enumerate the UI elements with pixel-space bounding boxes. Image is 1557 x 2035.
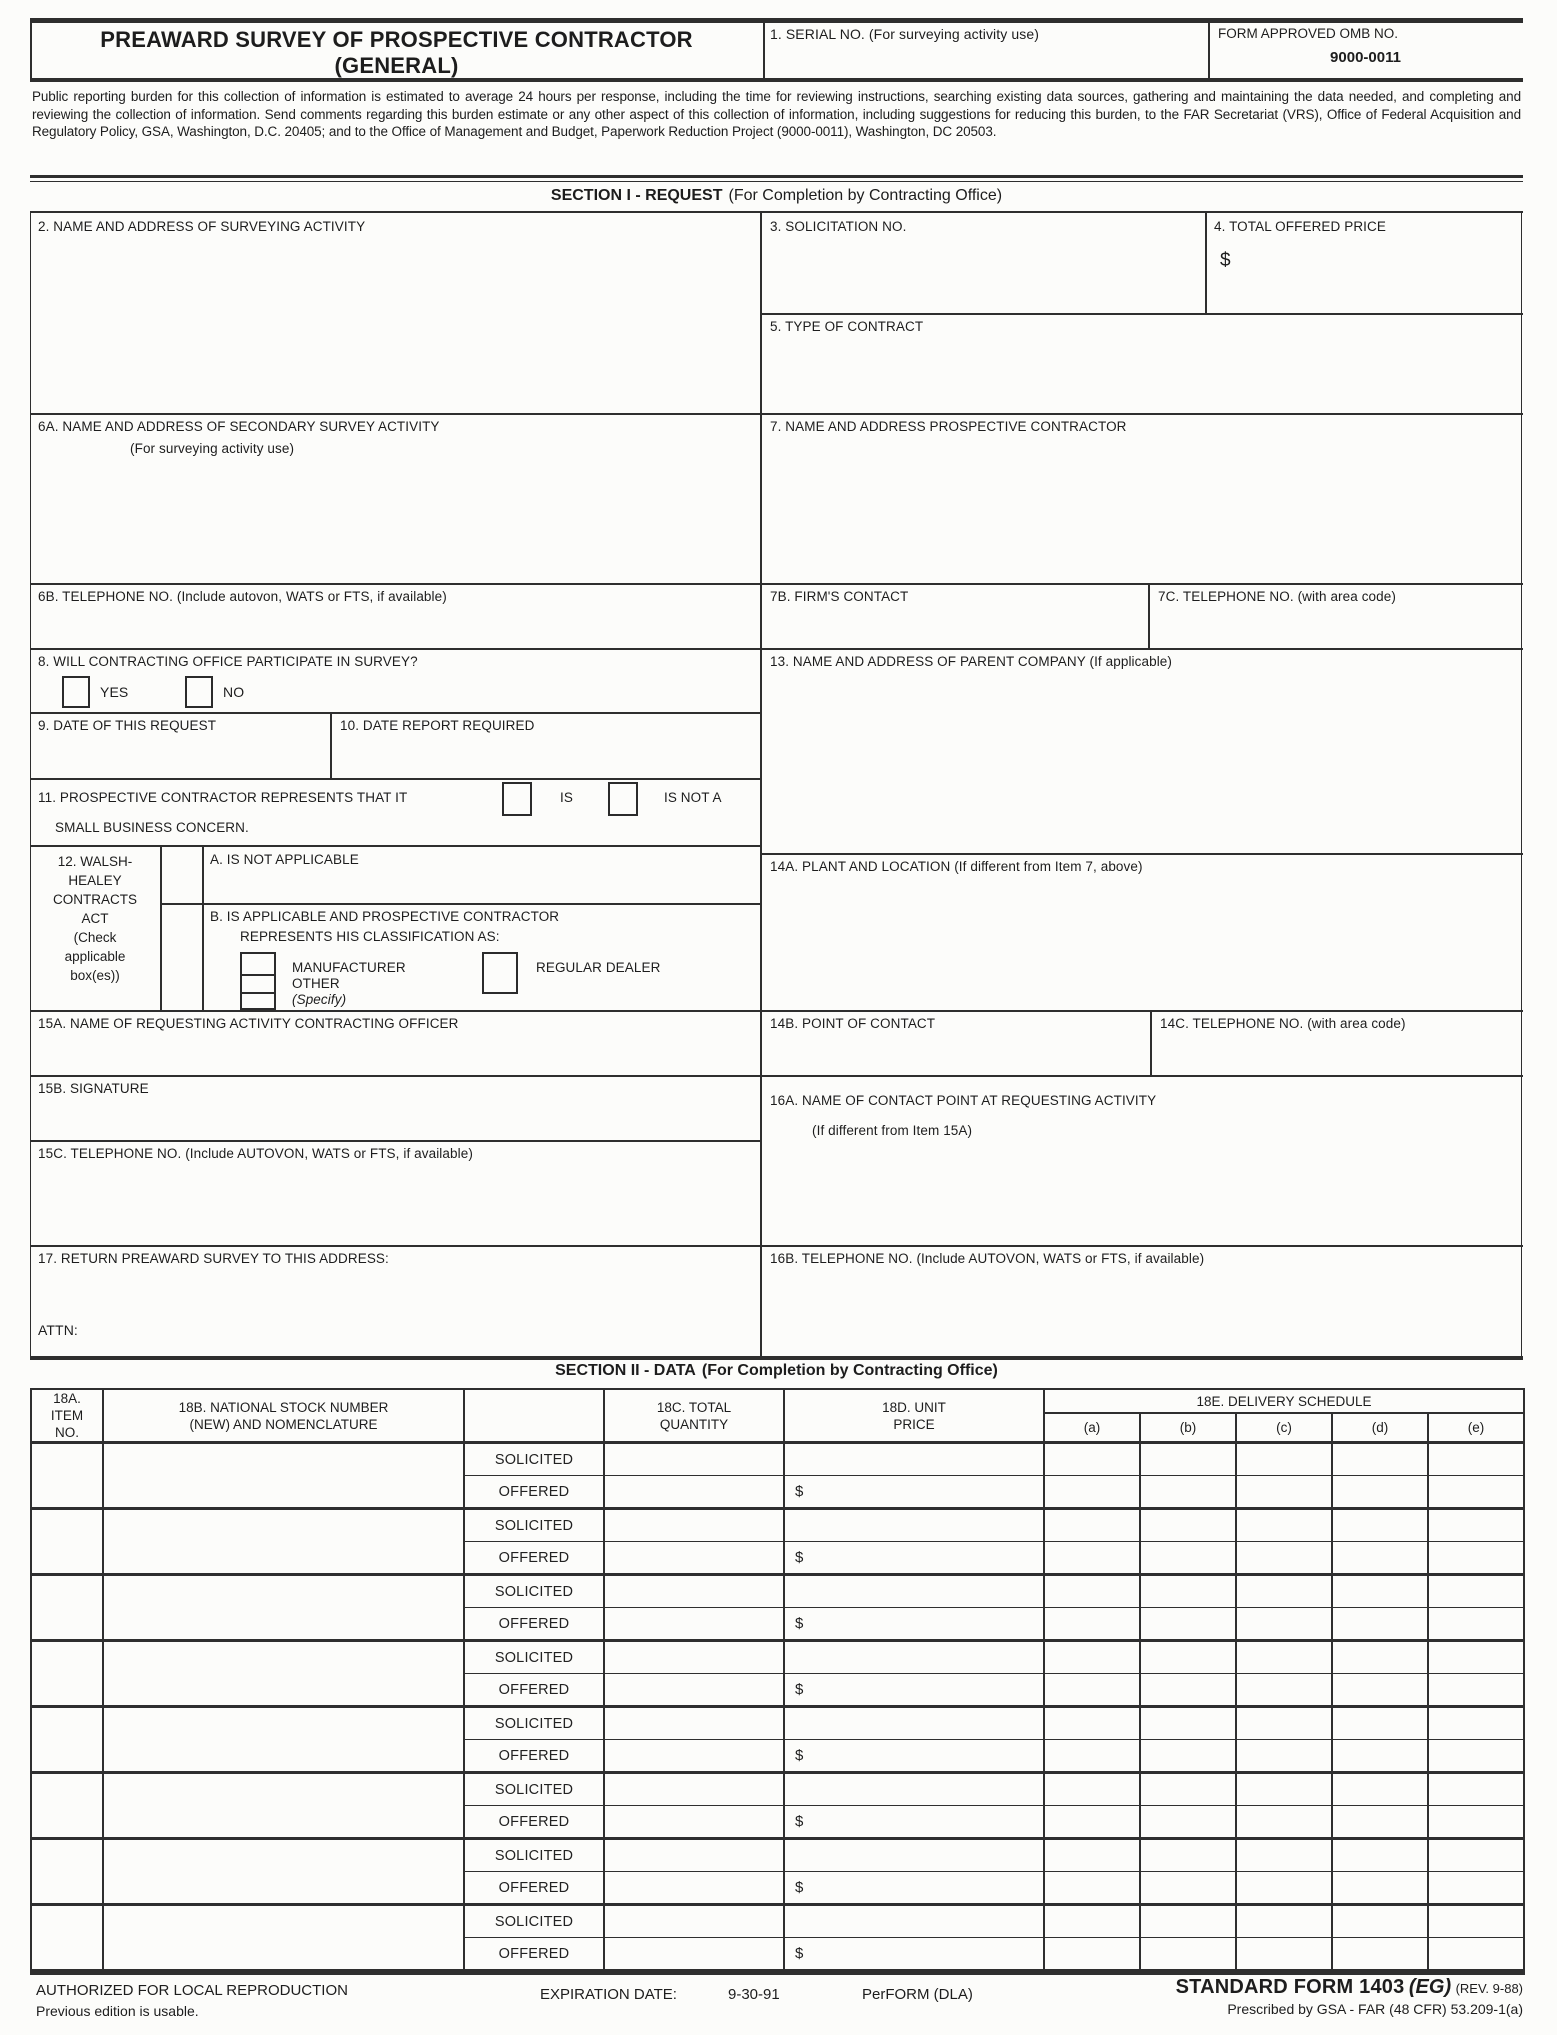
subcol-e-header: (e) bbox=[1428, 1413, 1524, 1442]
no-label: NO bbox=[223, 684, 245, 700]
delivery-schedule-cell[interactable] bbox=[1332, 1443, 1428, 1476]
rule-line bbox=[763, 18, 765, 78]
rule-line bbox=[1521, 211, 1522, 1356]
delivery-schedule-cell[interactable] bbox=[1428, 1674, 1524, 1707]
delivery-schedule-cell[interactable] bbox=[1140, 1839, 1236, 1872]
rule-line bbox=[1150, 1010, 1152, 1075]
rule-line bbox=[30, 211, 31, 1356]
delivery-schedule-cell[interactable] bbox=[1236, 1707, 1332, 1740]
delivery-schedule-cell[interactable] bbox=[1332, 1575, 1428, 1608]
delivery-schedule-cell[interactable] bbox=[1428, 1476, 1524, 1509]
rule-line bbox=[1205, 211, 1207, 313]
delivery-schedule-cell[interactable] bbox=[1236, 1872, 1332, 1905]
delivery-schedule-cell[interactable] bbox=[1428, 1938, 1524, 1973]
field-4-input[interactable] bbox=[1240, 250, 1500, 300]
delivery-schedule-cell[interactable] bbox=[1428, 1740, 1524, 1773]
quantity-cell[interactable] bbox=[604, 1608, 784, 1641]
field-17-input[interactable] bbox=[38, 1277, 738, 1317]
delivery-schedule-cell[interactable] bbox=[1044, 1806, 1140, 1839]
rule-line bbox=[30, 583, 1523, 585]
solicited-label: SOLICITED bbox=[464, 1575, 604, 1608]
delivery-schedule-cell[interactable] bbox=[1140, 1674, 1236, 1707]
quantity-cell[interactable] bbox=[604, 1509, 784, 1542]
delivery-schedule-cell[interactable] bbox=[1044, 1443, 1140, 1476]
quantity-cell[interactable] bbox=[604, 1707, 784, 1740]
item-no-cell[interactable] bbox=[31, 1839, 103, 1905]
delivery-schedule-cell[interactable] bbox=[1428, 1575, 1524, 1608]
delivery-schedule-cell[interactable] bbox=[1044, 1938, 1140, 1973]
form-title bbox=[30, 27, 763, 79]
delivery-schedule-cell[interactable] bbox=[1236, 1575, 1332, 1608]
delivery-schedule-cell[interactable] bbox=[1236, 1476, 1332, 1509]
delivery-schedule-cell[interactable] bbox=[1332, 1608, 1428, 1641]
dollar-sign: $ bbox=[795, 1680, 804, 1698]
other-label: OTHER bbox=[292, 976, 340, 991]
delivery-schedule-cell[interactable] bbox=[1236, 1542, 1332, 1575]
delivery-schedule-cell[interactable] bbox=[1140, 1773, 1236, 1806]
field-12b-label-line1: B. IS APPLICABLE AND PROSPECTIVE CONTRACTOR bbox=[210, 909, 560, 924]
delivery-schedule-cell[interactable] bbox=[1428, 1872, 1524, 1905]
delivery-schedule-cell[interactable] bbox=[1044, 1707, 1140, 1740]
field-5-label: 5. TYPE OF CONTRACT bbox=[770, 319, 924, 334]
field-2-input[interactable] bbox=[38, 245, 738, 405]
sf-eg-label: (EG) bbox=[1408, 1976, 1452, 1998]
offered-label: OFFERED bbox=[464, 1542, 604, 1575]
delivery-schedule-cell[interactable] bbox=[1236, 1905, 1332, 1938]
omb-box bbox=[1208, 26, 1523, 66]
field-4-label: 4. TOTAL OFFERED PRICE bbox=[1214, 219, 1386, 234]
serial-no-field[interactable] bbox=[770, 46, 1200, 74]
field-12a-label: A. IS NOT APPLICABLE bbox=[210, 852, 359, 867]
field-10-label: 10. DATE REPORT REQUIRED bbox=[340, 718, 535, 733]
dollar-sign: $ bbox=[795, 1746, 804, 1764]
unit-price-cell[interactable] bbox=[784, 1740, 1044, 1773]
subcol-a-header: (a) bbox=[1044, 1413, 1140, 1442]
field-9-label: 9. DATE OF THIS REQUEST bbox=[38, 718, 217, 733]
dollar-sign: $ bbox=[795, 1548, 804, 1566]
stock-number-cell[interactable] bbox=[103, 1443, 464, 1509]
rule-line bbox=[30, 845, 762, 847]
delivery-schedule-cell[interactable] bbox=[1236, 1443, 1332, 1476]
quantity-cell[interactable] bbox=[604, 1806, 784, 1839]
item-no-cell[interactable] bbox=[31, 1905, 103, 1973]
attn-label: ATTN: bbox=[38, 1322, 78, 1338]
field-15c-input[interactable] bbox=[38, 1172, 738, 1232]
stock-number-cell[interactable] bbox=[103, 1509, 464, 1575]
delivery-schedule-cell[interactable] bbox=[1044, 1509, 1140, 1542]
footer-expiration-label: EXPIRATION DATE: bbox=[540, 1986, 677, 2003]
field-6a-label: 6A. NAME AND ADDRESS OF SECONDARY SURVEY ACTIVITY bbox=[38, 419, 440, 434]
field-4-dollar-sign: $ bbox=[1220, 250, 1231, 271]
section1-header bbox=[30, 187, 1523, 205]
delivery-schedule-cell[interactable] bbox=[1044, 1542, 1140, 1575]
field-14c-label: 14C. TELEPHONE NO. (with area code) bbox=[1160, 1016, 1406, 1031]
yes-label: YES bbox=[100, 684, 129, 700]
omb-number: 9000-0011 bbox=[1330, 49, 1401, 66]
is-not-checkbox[interactable] bbox=[608, 782, 638, 816]
item-no-cell[interactable] bbox=[31, 1707, 103, 1773]
field-15a-label: 15A. NAME OF REQUESTING ACTIVITY CONTRACTING OFFICER bbox=[38, 1016, 459, 1031]
rule-line bbox=[30, 175, 1523, 178]
walsh-a-checkbox-cell[interactable] bbox=[162, 847, 200, 901]
delivery-schedule-cell[interactable] bbox=[1140, 1575, 1236, 1608]
quantity-cell[interactable] bbox=[604, 1575, 784, 1608]
delivery-schedule-cell[interactable] bbox=[1332, 1476, 1428, 1509]
quantity-cell[interactable] bbox=[604, 1443, 784, 1476]
unit-price-cell[interactable] bbox=[784, 1773, 1044, 1806]
field-15b-input[interactable] bbox=[38, 1104, 738, 1134]
delivery-schedule-cell[interactable] bbox=[1428, 1905, 1524, 1938]
section1-header-rest: (For Completion by Contracting Office) bbox=[728, 187, 1003, 204]
unit-price-cell[interactable] bbox=[784, 1806, 1044, 1839]
unit-price-cell[interactable] bbox=[784, 1542, 1044, 1575]
quantity-cell[interactable] bbox=[604, 1773, 784, 1806]
field-6a-input[interactable] bbox=[38, 465, 738, 575]
delivery-schedule-cell[interactable] bbox=[1044, 1575, 1140, 1608]
sf-1403-label: STANDARD FORM 1403 bbox=[1175, 1976, 1405, 1998]
manufacturer-label: MANUFACTURER bbox=[292, 960, 406, 975]
stock-number-cell[interactable] bbox=[103, 1839, 464, 1905]
delivery-schedule-cell[interactable] bbox=[1332, 1674, 1428, 1707]
dollar-sign: $ bbox=[795, 1878, 804, 1896]
other-checkbox[interactable] bbox=[240, 974, 276, 1010]
subcol-d-header: (d) bbox=[1332, 1413, 1428, 1442]
delivery-schedule-cell[interactable] bbox=[1140, 1608, 1236, 1641]
stock-number-cell[interactable] bbox=[103, 1773, 464, 1839]
solicited-label: SOLICITED bbox=[464, 1509, 604, 1542]
subcol-b-header: (b) bbox=[1140, 1413, 1236, 1442]
delivery-schedule-cell[interactable] bbox=[1332, 1707, 1428, 1740]
rule-line bbox=[30, 648, 1523, 650]
footer-perform: PerFORM (DLA) bbox=[862, 1986, 973, 2003]
stock-number-cell[interactable] bbox=[103, 1707, 464, 1773]
field-15a-input[interactable] bbox=[38, 1040, 738, 1070]
offered-label: OFFERED bbox=[464, 1806, 604, 1839]
field-7-input[interactable] bbox=[770, 445, 1500, 575]
unit-price-cell[interactable] bbox=[784, 1641, 1044, 1674]
field-13-input[interactable] bbox=[770, 680, 1500, 845]
footer-authorized: AUTHORIZED FOR LOCAL REPRODUCTION bbox=[36, 1982, 348, 1999]
item-no-cell[interactable] bbox=[31, 1641, 103, 1707]
solicited-label: SOLICITED bbox=[464, 1707, 604, 1740]
delivery-schedule-cell[interactable] bbox=[1140, 1872, 1236, 1905]
item-no-cell[interactable] bbox=[31, 1773, 103, 1839]
dollar-sign: $ bbox=[795, 1482, 804, 1500]
field-14b-label: 14B. POINT OF CONTACT bbox=[770, 1016, 936, 1031]
delivery-schedule-cell[interactable] bbox=[1044, 1773, 1140, 1806]
rule-line bbox=[1208, 18, 1210, 78]
col-18e-header: 18E. DELIVERY SCHEDULE bbox=[1044, 1389, 1524, 1413]
field-8-label: 8. WILL CONTRACTING OFFICE PARTICIPATE IN SURVEY? bbox=[38, 654, 418, 669]
walsh-b-checkbox-cell[interactable] bbox=[162, 905, 200, 1008]
delivery-schedule-cell[interactable] bbox=[1428, 1542, 1524, 1575]
field-16b-label: 16B. TELEPHONE NO. (Include AUTOVON, WATS or FTS, if available) bbox=[770, 1251, 1205, 1266]
delivery-schedule-cell[interactable] bbox=[1236, 1641, 1332, 1674]
field-5-input[interactable] bbox=[770, 345, 1500, 405]
rule-line bbox=[760, 211, 762, 1356]
solicited-label: SOLICITED bbox=[464, 1839, 604, 1872]
regular-dealer-label: REGULAR DEALER bbox=[536, 960, 661, 975]
delivery-schedule-cell[interactable] bbox=[1140, 1707, 1236, 1740]
field-16a-input[interactable] bbox=[770, 1150, 1500, 1240]
section1-header-bold: SECTION I - REQUEST bbox=[550, 187, 723, 204]
field-14b-input[interactable] bbox=[770, 1040, 1130, 1070]
delivery-schedule-cell[interactable] bbox=[1140, 1938, 1236, 1973]
delivery-schedule-cell[interactable] bbox=[1044, 1608, 1140, 1641]
rule-line bbox=[160, 903, 762, 905]
form-title-line2: (GENERAL) bbox=[334, 53, 459, 78]
unit-price-cell[interactable] bbox=[784, 1443, 1044, 1476]
offered-label: OFFERED bbox=[464, 1938, 604, 1973]
delivery-schedule-cell[interactable] bbox=[1044, 1839, 1140, 1872]
field-7-label: 7. NAME AND ADDRESS PROSPECTIVE CONTRACTOR bbox=[770, 419, 1127, 434]
field-14a-label: 14A. PLANT AND LOCATION (If different from Item 7, above) bbox=[770, 859, 1143, 874]
offered-label: OFFERED bbox=[464, 1476, 604, 1509]
delivery-schedule-cell[interactable] bbox=[1332, 1938, 1428, 1973]
delivery-schedule-cell[interactable] bbox=[1428, 1509, 1524, 1542]
yes-checkbox[interactable] bbox=[62, 676, 90, 708]
offered-label: OFFERED bbox=[464, 1674, 604, 1707]
quantity-cell[interactable] bbox=[604, 1872, 784, 1905]
footer-standard-form bbox=[1176, 1976, 1523, 1999]
rule-line bbox=[762, 313, 1523, 315]
rule-line bbox=[30, 181, 1523, 182]
delivery-schedule-cell[interactable] bbox=[1428, 1443, 1524, 1476]
rule-line bbox=[30, 211, 1523, 213]
field-17-label: 17. RETURN PREAWARD SURVEY TO THIS ADDRESS: bbox=[38, 1251, 389, 1266]
delivery-schedule-cell[interactable] bbox=[1044, 1905, 1140, 1938]
field-16b-input[interactable] bbox=[770, 1277, 1500, 1347]
unit-price-cell[interactable] bbox=[784, 1938, 1044, 1973]
delivery-schedule-cell[interactable] bbox=[1140, 1806, 1236, 1839]
dollar-sign: $ bbox=[795, 1944, 804, 1962]
rule-line bbox=[1148, 583, 1150, 648]
delivery-schedule-cell[interactable] bbox=[1332, 1905, 1428, 1938]
rule-line bbox=[30, 413, 1523, 415]
section2-data-table bbox=[30, 1388, 1525, 1975]
serial-no-label: 1. SERIAL NO. (For surveying activity use) bbox=[770, 26, 1039, 42]
burden-statement: Public reporting burden for this collection of information is estimated to average 24 hours per response, including the time for reviewing instructions, searching existing data sources, gathering and maintaining the data needed, and completing and reviewing the collection of information. Send comments regarding this burden estimate or any other aspect of this collection of information, including suggestions for reducing this burden, to the FAR Secretariat (VRS), Office of Federal Acquisition and Regulatory Policy, GSA, Washington, D.C. 20405; and to the Office of Management and Budget, Paperwork Reduction Project (9000-0011), Washington, DC 20503. bbox=[32, 89, 1521, 140]
field-6b-input[interactable] bbox=[38, 612, 738, 642]
rule-line bbox=[30, 1245, 1523, 1247]
rule-line bbox=[762, 853, 1523, 855]
rule-line bbox=[202, 845, 204, 1010]
col-18d-header: 18D. UNIT PRICE bbox=[784, 1389, 1044, 1443]
delivery-schedule-cell[interactable] bbox=[1044, 1641, 1140, 1674]
col-18c-header: 18C. TOTAL QUANTITY bbox=[604, 1389, 784, 1443]
col-18b-header: 18B. NATIONAL STOCK NUMBER (NEW) AND NOMENCLATURE bbox=[103, 1389, 464, 1443]
form-title-line1: PREAWARD SURVEY OF PROSPECTIVE CONTRACTOR bbox=[100, 27, 693, 52]
delivery-schedule-cell[interactable] bbox=[1236, 1938, 1332, 1973]
rule-line bbox=[30, 778, 762, 780]
delivery-schedule-cell[interactable] bbox=[1428, 1707, 1524, 1740]
unit-price-cell[interactable] bbox=[784, 1674, 1044, 1707]
delivery-schedule-cell[interactable] bbox=[1236, 1806, 1332, 1839]
unit-price-cell[interactable] bbox=[784, 1575, 1044, 1608]
field-16a-label: 16A. NAME OF CONTACT POINT AT REQUESTING ACTIVITY bbox=[770, 1093, 1157, 1108]
field-7b-label: 7B. FIRM'S CONTACT bbox=[770, 589, 909, 604]
solicited-label: SOLICITED bbox=[464, 1641, 604, 1674]
footer-previous-edition: Previous edition is usable. bbox=[36, 2003, 199, 2019]
field-7b-input[interactable] bbox=[770, 612, 1130, 642]
offered-label: OFFERED bbox=[464, 1872, 604, 1905]
rule-line bbox=[30, 78, 1523, 82]
quantity-cell[interactable] bbox=[604, 1740, 784, 1773]
field-6a-label-line2: (For surveying activity use) bbox=[130, 441, 295, 456]
delivery-schedule-cell[interactable] bbox=[1140, 1740, 1236, 1773]
delivery-schedule-cell[interactable] bbox=[1428, 1608, 1524, 1641]
is-checkbox[interactable] bbox=[502, 782, 532, 816]
delivery-schedule-cell[interactable] bbox=[1044, 1872, 1140, 1905]
field-12b-label-line2: REPRESENTS HIS CLASSIFICATION AS: bbox=[240, 929, 500, 944]
delivery-schedule-cell[interactable] bbox=[1332, 1839, 1428, 1872]
delivery-schedule-cell[interactable] bbox=[1044, 1674, 1140, 1707]
delivery-schedule-cell[interactable] bbox=[1236, 1674, 1332, 1707]
rule-line bbox=[30, 712, 762, 714]
delivery-schedule-cell[interactable] bbox=[1140, 1443, 1236, 1476]
rule-line bbox=[30, 18, 32, 78]
solicited-label: SOLICITED bbox=[464, 1905, 604, 1938]
delivery-schedule-cell[interactable] bbox=[1428, 1806, 1524, 1839]
col-18a-header: 18A. ITEM NO. bbox=[31, 1389, 103, 1443]
rule-line bbox=[30, 1140, 762, 1142]
rule-line bbox=[30, 1356, 1523, 1360]
stock-number-cell[interactable] bbox=[103, 1905, 464, 1973]
field-14a-input[interactable] bbox=[770, 885, 1500, 1005]
quantity-cell[interactable] bbox=[604, 1905, 784, 1938]
field-14c-input[interactable] bbox=[1160, 1040, 1500, 1070]
item-no-cell[interactable] bbox=[31, 1575, 103, 1641]
stock-number-cell[interactable] bbox=[103, 1641, 464, 1707]
field-7c-label: 7C. TELEPHONE NO. (with area code) bbox=[1158, 589, 1396, 604]
dollar-sign: $ bbox=[795, 1614, 804, 1632]
omb-label: FORM APPROVED OMB NO. bbox=[1218, 26, 1399, 41]
rule-line bbox=[30, 1075, 1523, 1077]
is-label: IS bbox=[560, 790, 573, 805]
sf-rev-label: (REV. 9-88) bbox=[1455, 1981, 1523, 1996]
delivery-schedule-cell[interactable] bbox=[1236, 1773, 1332, 1806]
field-15b-label: 15B. SIGNATURE bbox=[38, 1081, 149, 1096]
dollar-sign: $ bbox=[795, 1812, 804, 1830]
unit-price-cell[interactable] bbox=[784, 1608, 1044, 1641]
quantity-cell[interactable] bbox=[604, 1674, 784, 1707]
field-6b-label: 6B. TELEPHONE NO. (Include autovon, WATS or FTS, if available) bbox=[38, 589, 447, 604]
delivery-schedule-cell[interactable] bbox=[1332, 1806, 1428, 1839]
delivery-schedule-cell[interactable] bbox=[1332, 1872, 1428, 1905]
delivery-schedule-cell[interactable] bbox=[1140, 1641, 1236, 1674]
subcol-c-header: (c) bbox=[1236, 1413, 1332, 1442]
quantity-cell[interactable] bbox=[604, 1476, 784, 1509]
field-13-label: 13. NAME AND ADDRESS OF PARENT COMPANY (If applicable) bbox=[770, 654, 1173, 669]
delivery-schedule-cell[interactable] bbox=[1236, 1839, 1332, 1872]
delivery-schedule-cell[interactable] bbox=[1332, 1542, 1428, 1575]
solicited-label: SOLICITED bbox=[464, 1443, 604, 1476]
is-not-label: IS NOT A bbox=[664, 790, 722, 805]
quantity-cell[interactable] bbox=[604, 1542, 784, 1575]
unit-price-cell[interactable] bbox=[784, 1707, 1044, 1740]
field-16a-label-line2: (If different from Item 15A) bbox=[812, 1123, 973, 1138]
delivery-schedule-cell[interactable] bbox=[1044, 1740, 1140, 1773]
delivery-schedule-cell[interactable] bbox=[1332, 1509, 1428, 1542]
field-3-label: 3. SOLICITATION NO. bbox=[770, 219, 907, 234]
stock-number-cell[interactable] bbox=[103, 1575, 464, 1641]
items-tbody bbox=[31, 1443, 1524, 1973]
delivery-schedule-cell[interactable] bbox=[1236, 1740, 1332, 1773]
delivery-schedule-cell[interactable] bbox=[1140, 1905, 1236, 1938]
field-2-label: 2. NAME AND ADDRESS OF SURVEYING ACTIVITY bbox=[38, 219, 366, 234]
col-solicited-offered-header bbox=[464, 1389, 604, 1443]
item-no-cell[interactable] bbox=[31, 1443, 103, 1509]
section2-header bbox=[30, 1362, 1523, 1380]
unit-price-cell[interactable] bbox=[784, 1905, 1044, 1938]
field-15c-label: 15C. TELEPHONE NO. (Include AUTOVON, WATS or FTS, if available) bbox=[38, 1146, 473, 1161]
field-12-label: 12. WALSH- HEALEY CONTRACTS ACT (Check applicable box(es)) bbox=[53, 854, 137, 983]
other-specify-label: (Specify) bbox=[292, 992, 347, 1007]
delivery-schedule-cell[interactable] bbox=[1140, 1476, 1236, 1509]
section2-header-rest: (For Completion by Contracting Office) bbox=[701, 1362, 998, 1379]
footer-prescribed-by: Prescribed by GSA - FAR (48 CFR) 53.209-1(a) bbox=[1227, 2001, 1523, 2017]
field-11-label-line1: 11. PROSPECTIVE CONTRACTOR REPRESENTS THAT IT bbox=[38, 790, 408, 805]
quantity-cell[interactable] bbox=[604, 1839, 784, 1872]
rule-line bbox=[330, 712, 332, 778]
delivery-schedule-cell[interactable] bbox=[1428, 1641, 1524, 1674]
no-checkbox[interactable] bbox=[185, 676, 213, 708]
item-no-cell[interactable] bbox=[31, 1509, 103, 1575]
delivery-schedule-cell[interactable] bbox=[1332, 1773, 1428, 1806]
delivery-schedule-cell[interactable] bbox=[1236, 1608, 1332, 1641]
delivery-schedule-cell[interactable] bbox=[1332, 1641, 1428, 1674]
unit-price-cell[interactable] bbox=[784, 1509, 1044, 1542]
section2-header-bold: SECTION II - DATA bbox=[555, 1362, 696, 1379]
rule-line bbox=[30, 18, 1523, 23]
field-3-input[interactable] bbox=[770, 245, 1190, 305]
delivery-schedule-cell[interactable] bbox=[1428, 1839, 1524, 1872]
delivery-schedule-cell[interactable] bbox=[1140, 1542, 1236, 1575]
field-11-label-line2: SMALL BUSINESS CONCERN. bbox=[55, 820, 249, 835]
regular-dealer-checkbox[interactable] bbox=[482, 952, 518, 994]
field-7c-input[interactable] bbox=[1158, 612, 1498, 642]
delivery-schedule-cell[interactable] bbox=[1428, 1773, 1524, 1806]
delivery-schedule-cell[interactable] bbox=[1332, 1740, 1428, 1773]
rule-line bbox=[30, 1010, 1523, 1012]
unit-price-cell[interactable] bbox=[784, 1839, 1044, 1872]
solicited-label: SOLICITED bbox=[464, 1773, 604, 1806]
offered-label: OFFERED bbox=[464, 1608, 604, 1641]
rule-line bbox=[160, 845, 162, 1010]
field-9-input[interactable] bbox=[38, 742, 318, 772]
unit-price-cell[interactable] bbox=[784, 1872, 1044, 1905]
delivery-schedule-cell[interactable] bbox=[1140, 1509, 1236, 1542]
delivery-schedule-cell[interactable] bbox=[1236, 1509, 1332, 1542]
delivery-schedule-cell[interactable] bbox=[1044, 1476, 1140, 1509]
footer-expiration-value: 9-30-91 bbox=[728, 1986, 780, 2003]
quantity-cell[interactable] bbox=[604, 1938, 784, 1973]
field-10-input[interactable] bbox=[340, 742, 750, 772]
offered-label: OFFERED bbox=[464, 1740, 604, 1773]
unit-price-cell[interactable] bbox=[784, 1476, 1044, 1509]
quantity-cell[interactable] bbox=[604, 1641, 784, 1674]
